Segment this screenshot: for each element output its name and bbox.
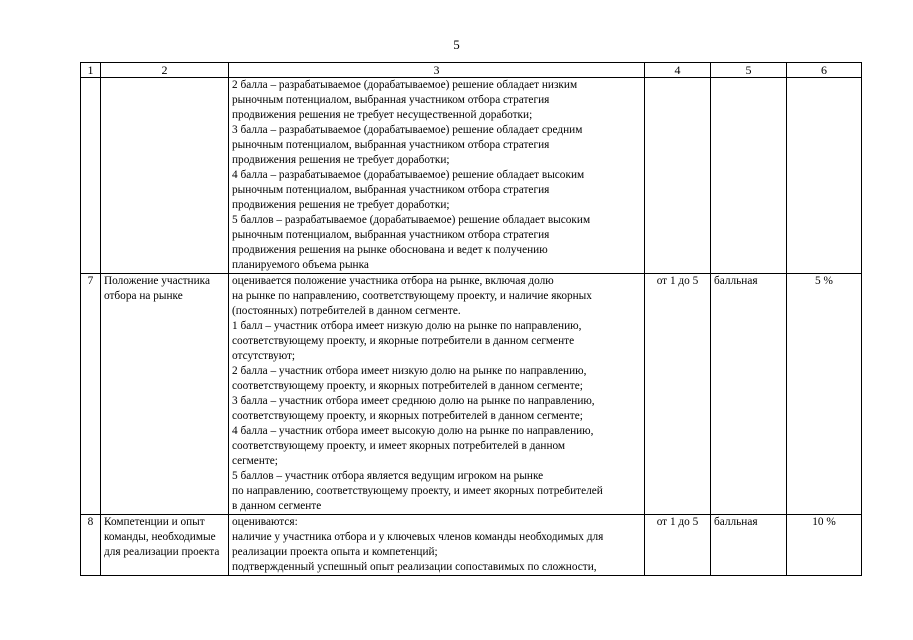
scale-type: балльная [711,515,787,576]
table-row [81,78,862,274]
criterion-description-line: 4 балла – разрабатываемое (дорабатываемое) решение обладает высоким [232,169,585,181]
criterion-name [101,78,229,274]
column-header-5: 5 [711,63,787,78]
criterion-description-line: соответствующему проекту, и якорных потребителей в данном сегменте; [232,410,583,422]
criteria-table [80,62,862,576]
criterion-weight: 10 % [787,515,862,576]
criterion-name-line: для реализации проекта [104,546,220,558]
score-range: от 1 до 5 [645,274,711,515]
criterion-description-line: 3 балла – участник отбора имеет среднюю долю на рынке по направлению, [232,395,595,407]
table-row [81,274,862,515]
criterion-description-line: (постоянных) потребителей в данном сегменте. [232,305,461,317]
score-range [645,78,711,274]
criterion-description-line: сегменте; [232,455,278,467]
criterion-description-line: 1 балл – участник отбора имеет низкую долю на рынке по направлению, [232,320,582,332]
criterion-description-line: 2 балла – разрабатываемое (дорабатываемое) решение обладает низким [232,79,578,91]
column-header-3: 3 [229,63,645,78]
criterion-description-line: по направлению, соответствующему проекту, и имеет якорных потребителей [232,485,603,497]
column-header-1: 1 [81,63,101,78]
criterion-description-line: соответствующему проекту, и якорные потребители в данном сегменте [232,335,575,347]
criterion-description-line: соответствующему проекту, и имеет якорных потребителей в данном [232,440,566,452]
criterion-number [81,78,101,274]
criterion-description-line: рыночным потенциалом, выбранная участником отбора стратегия [232,94,550,106]
column-header-4: 4 [645,63,711,78]
criterion-description-line: рыночным потенциалом, выбранная участником отбора стратегия [232,229,550,241]
criterion-description-line: планируемого объема рынка [232,259,369,271]
column-header-6: 6 [787,63,862,78]
criterion-description-line: 2 балла – участник отбора имеет низкую долю на рынке по направлению, [232,365,587,377]
criterion-description [229,515,645,576]
criterion-description-line: рыночным потенциалом, выбранная участником отбора стратегия [232,139,550,151]
criterion-description-line: продвижения решения не требует доработки; [232,199,450,211]
criterion-description-line: соответствующему проекту, и якорных потребителей в данном сегменте; [232,380,583,392]
criterion-description-line: в данном сегменте [232,500,322,512]
criterion-description-line: рыночным потенциалом, выбранная участником отбора стратегия [232,184,550,196]
criterion-name-line: Компетенции и опыт [104,516,205,528]
criterion-description-line: на рынке по направлению, соответствующему проекту, и наличие якорных [232,290,592,302]
criterion-description-line: 5 баллов – разрабатываемое (дорабатываемое) решение обладает высоким [232,214,591,226]
criterion-description-line: реализации проекта опыта и компетенций; [232,546,438,558]
criterion-weight [787,78,862,274]
criterion-name-line: отбора на рынке [104,290,183,302]
criterion-description-line: наличие у участника отбора и у ключевых членов команды необходимых для [232,531,604,543]
criterion-description-line: подтвержденный успешный опыт реализации сопоставимых по сложности, [232,561,597,573]
criterion-description-line: оценивается положение участника отбора на рынке, включая долю [232,275,554,287]
column-header-2: 2 [101,63,229,78]
criterion-number: 8 [81,515,101,576]
criterion-name-line: Положение участника [104,275,210,287]
criterion-description-line: продвижения решения не требует несущественной доработки; [232,109,533,121]
score-range: от 1 до 5 [645,515,711,576]
criterion-name [101,274,229,515]
criterion-description [229,78,645,274]
criterion-name-line: команды, необходимые [104,531,216,543]
criterion-description-line: оцениваются: [232,516,298,528]
table-header-row [81,63,862,78]
criterion-description-line: отсутствуют; [232,350,296,362]
criterion-description-line: 3 балла – разрабатываемое (дорабатываемое) решение обладает средним [232,124,583,136]
criterion-description-line: продвижения решения на рынке обоснована и ведет к получению [232,244,548,256]
criterion-number: 7 [81,274,101,515]
page-number: 5 [453,37,460,52]
criterion-description-line: продвижения решения не требует доработки; [232,154,450,166]
criterion-name [101,515,229,576]
scale-type: балльная [711,274,787,515]
criterion-weight: 5 % [787,274,862,515]
criterion-description [229,274,645,515]
table-row [81,515,862,576]
criterion-description-line: 5 баллов – участник отбора является ведущим игроком на рынке [232,470,544,482]
criterion-description-line: 4 балла – участник отбора имеет высокую долю на рынке по направлению, [232,425,594,437]
scale-type [711,78,787,274]
